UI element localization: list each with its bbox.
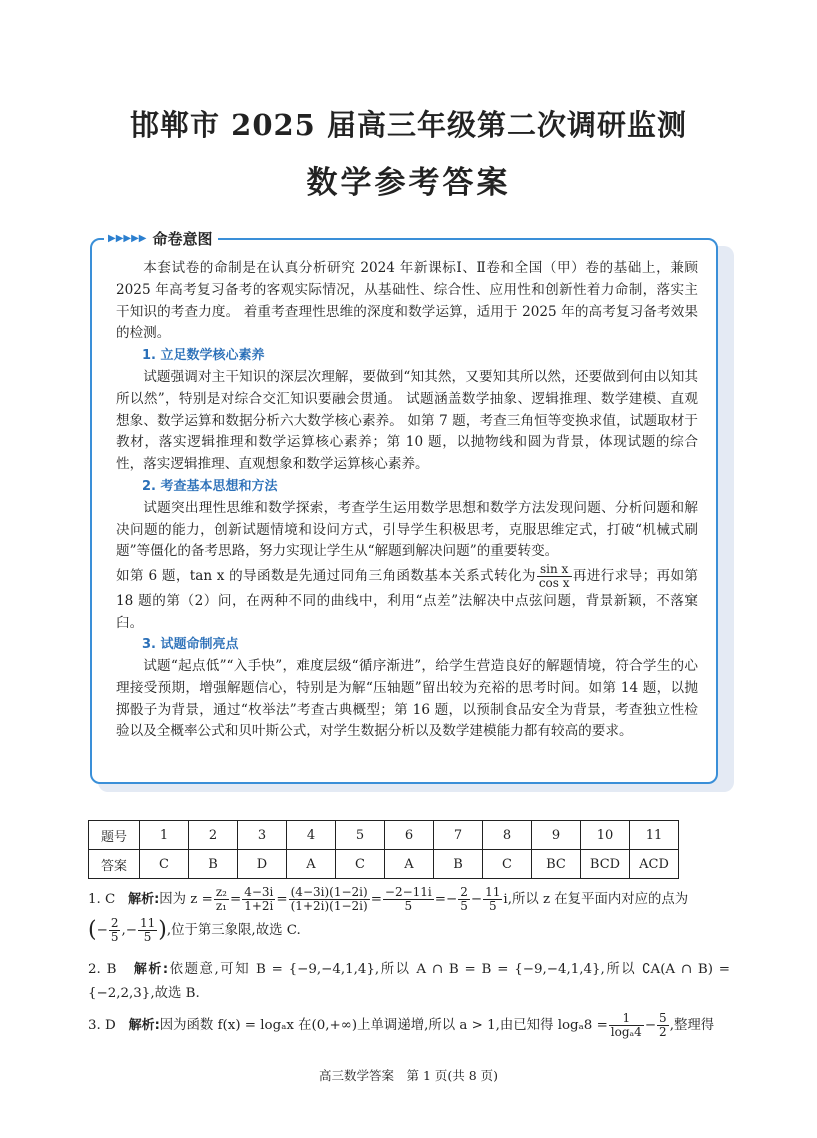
solution-number: 3. D bbox=[88, 1018, 116, 1033]
table-cell: 3 bbox=[238, 821, 287, 850]
table-cell: C bbox=[336, 850, 385, 879]
solution-text: 因为 z = bbox=[159, 892, 213, 907]
intent-text: 如第 6 题，tan x 的导函数是先通过同角三角函数基本关系式转化为 bbox=[116, 568, 536, 585]
fraction: $\frac{1}{\text{logₐ4}}$ bbox=[610, 1011, 642, 1039]
solution-text: ,整理得 bbox=[669, 1018, 715, 1033]
section-heading-3: 3. 试题命制亮点 bbox=[142, 637, 239, 653]
answer-table bbox=[88, 820, 679, 879]
table-cell: 7 bbox=[434, 821, 483, 850]
solution-label: 解析: bbox=[128, 892, 160, 907]
intent-text: 再进行求导；再如第 18 题的第（2）问，在两种不同的曲线中，利用“点差”法解决中点弦问题，背景新颖，不落窠臼。 bbox=[116, 568, 698, 632]
fraction: $\frac{-2-11i}{5}$ bbox=[384, 885, 432, 913]
solution-text: 依题意,可知 B = {−9,−4,1,4},所以 A ∩ B = B = {−9,−4,1,4},所以 ∁A(A ∩ B) = {−2,2,3},故选 B. bbox=[88, 962, 731, 1001]
solution-label: 解析: bbox=[128, 1018, 160, 1033]
table-cell: 9 bbox=[532, 821, 581, 850]
solution-text: 位于第三象限,故选 C. bbox=[171, 923, 301, 938]
table-cell: D bbox=[238, 850, 287, 879]
table-cell: A bbox=[287, 850, 336, 879]
table-cell: BC bbox=[532, 850, 581, 879]
table-header-cell: 题号 bbox=[89, 821, 140, 850]
table-cell: B bbox=[189, 850, 238, 879]
solution-number: 1. C bbox=[88, 892, 116, 907]
intent-paragraph bbox=[116, 563, 698, 634]
section-heading-1: 1. 立足数学核心素养 bbox=[142, 348, 265, 364]
intent-heading: 命卷意图 bbox=[152, 229, 213, 248]
table-cell: A bbox=[385, 850, 434, 879]
document-title: 邯郸市 2025 届高三年级第二次调研监测 bbox=[130, 108, 687, 142]
solution-1: 1. C 解析:因为 z = $\frac{\text{z₂}}{\text{z₁}}$ = $\frac{4-3i}{1+2i}$ = $\frac{(4-3i)(1-2i)}{(1+2i)(1-2i)}$ = $\frac{-2-11i}{5}$ =− $\frac{2}{5}$ − $\frac{11}{5}$ i,所以 z 在复平面内对应的点为 (− $\frac{2}{5}$ ,− $\frac{11}{5}$ ),位于第三象限,故选 C. bbox=[88, 886, 730, 944]
table-cell: 10 bbox=[581, 821, 630, 850]
solution-label: 解析: bbox=[133, 962, 169, 977]
arrow-icons: ▶▶▶▶▶ bbox=[108, 232, 147, 244]
table-cell: 4 bbox=[287, 821, 336, 850]
table-cell: 6 bbox=[385, 821, 434, 850]
table-cell: 11 bbox=[630, 821, 679, 850]
table-cell: C bbox=[483, 850, 532, 879]
document-subtitle: 数学参考答案 bbox=[306, 165, 511, 201]
page-footer: 高三数学答案 第 1 页(共 8 页) bbox=[318, 1068, 499, 1083]
fraction-sin-cos: $\frac{\text{sin x}}{\text{cos x}}$ bbox=[538, 562, 570, 591]
intent-content bbox=[116, 258, 698, 743]
table-cell: ACD bbox=[630, 850, 679, 879]
fraction: $\frac{2}{5}$ bbox=[460, 885, 468, 913]
fraction: $\frac{5}{2}$ bbox=[659, 1011, 667, 1039]
solution-number: 2. B bbox=[88, 962, 117, 977]
table-cell: BCD bbox=[581, 850, 630, 879]
intent-paragraph: 试题突出理性思维和数学探索，考查学生运用数学思想和数学方法发现问题、分析问题和解决问题的能力，创新试题情境和设问方式，引导学生积极思考，克服思维定式，打破“机械式刷题”等僵化的备考思路，努力实现让学生从“解题到解决问题”的重要转变。 bbox=[116, 499, 698, 560]
intent-paragraph: 本套试卷的命制是在认真分析研究 2024 年新课标Ⅰ、Ⅱ卷和全国（甲）卷的基础上，兼顾 2025 年高考复习备考的客观实际情况，从基础性、综合性、应用性和创新性着力命制，落实主干知识的考查力度。 着重考查理性思维的深度和数学运算，适用于 2025 年的高考复习备考效果的检测。 bbox=[116, 260, 698, 342]
table-cell: C bbox=[140, 850, 189, 879]
solution-2 bbox=[88, 958, 730, 1006]
intent-paragraph: 试题“起点低”“入手快”，难度层级“循序渐进”，给学生营造良好的解题情境，符合学生的心理接受预期，增强解题信心，特别是为解“压轴题”留出较为充裕的思考时间。如第 14 题，以抛掷骰子为背景，通过“枚举法”考查古典概型；第 16 题，以预制食品安全为背景，考查独立性检验以及全概率公式和贝叶斯公式，对学生数据分析以及数学建模能力都有较高的要求。 bbox=[116, 657, 698, 740]
solution-line: (− $\frac{2}{5}$ ,− $\frac{11}{5}$ ),位于第三象限,故选 C. bbox=[88, 916, 301, 944]
solution-text: 因为函数 f(x) = logₐx 在(0,+∞)上单调递增,所以 a > 1,由已知得 logₐ8 = bbox=[159, 1018, 608, 1033]
section-heading-2: 2. 考查基本思想和方法 bbox=[142, 478, 278, 494]
intent-paragraph: 试题强调对主干知识的深层次理解，要做到“知其然，又要知其所以然，还要做到何由以知其所以然”，特别是对综合交汇知识要融会贯通。 试题涵盖数学抽象、逻辑推理、数学建模、直观想象、数学运算和数据分析六大数学核心素养。 如第 7 题，考查三角恒等变换求值，试题取材于教材，落实逻辑推理和数学运算核心素养；第 10 题，以抛物线和圆为背景，体现试题的综合性，落实逻辑推理、直观想象和数学运算核心素养。 bbox=[116, 368, 698, 473]
fraction: $\frac{2}{5}$ bbox=[110, 916, 119, 944]
table-row bbox=[89, 850, 679, 879]
fraction: $\frac{\text{z₂}}{\text{z₁}}$ bbox=[215, 885, 227, 913]
table-cell: 5 bbox=[336, 821, 385, 850]
fraction: $\frac{4-3i}{1+2i}$ bbox=[244, 885, 274, 913]
fraction: $\frac{11}{5}$ bbox=[485, 885, 501, 913]
solution-text: i,所以 z 在复平面内对应的点为 bbox=[503, 892, 689, 907]
solution-3: 3. D 解析:因为函数 f(x) = logₐx 在(0,+∞)上单调递增,所以 a > 1,由已知得 logₐ8 = $\frac{1}{\text{logₐ4}}$ − $\frac{5}{2}$ ,整理得 bbox=[88, 1011, 715, 1039]
intent-box-header bbox=[104, 226, 218, 250]
table-cell: 8 bbox=[483, 821, 532, 850]
table-row bbox=[89, 821, 679, 850]
fraction: $\frac{(4-3i)(1-2i)}{(1+2i)(1-2i)}$ bbox=[290, 885, 368, 913]
table-cell: 2 bbox=[189, 821, 238, 850]
table-header-cell: 答案 bbox=[89, 850, 140, 879]
table-cell: 1 bbox=[140, 821, 189, 850]
fraction: $\frac{11}{5}$ bbox=[139, 916, 156, 944]
table-cell: B bbox=[434, 850, 483, 879]
